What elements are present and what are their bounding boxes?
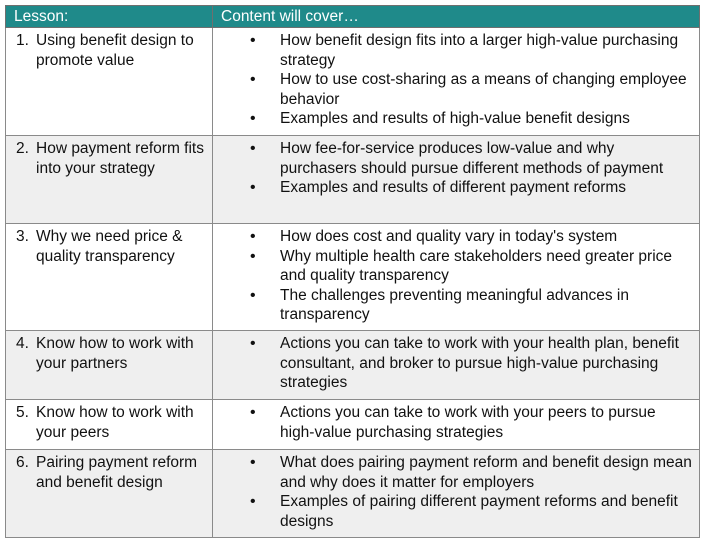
bullet-icon: • xyxy=(250,228,256,245)
bullet-icon: • xyxy=(250,404,256,421)
bullet-icon: • xyxy=(250,179,256,197)
topic-text: Why multiple health care stakeholders need greater price and quality transparency xyxy=(280,247,673,285)
topics-cell xyxy=(213,136,700,224)
lesson-number: 6. xyxy=(16,454,29,471)
bullet-icon: • xyxy=(250,286,256,304)
topic-text: How fee-for-service produces low-value and why purchasers should pursue different methods of payment xyxy=(280,140,664,177)
lesson-title: Know how to work with your partners xyxy=(36,335,194,372)
lesson-title: Why we need price & quality transparency xyxy=(36,228,183,265)
header-content: Content will cover… xyxy=(213,6,700,28)
topics-cell xyxy=(213,224,700,331)
lesson-cell xyxy=(6,331,213,400)
topic-list xyxy=(213,224,699,329)
lesson-number: 1. xyxy=(16,32,29,49)
topic-item xyxy=(213,453,693,492)
topic-item xyxy=(213,403,693,442)
lesson-cell xyxy=(6,450,213,538)
lesson-title: Pairing payment reform and benefit design xyxy=(36,454,198,491)
topic-list xyxy=(213,450,699,535)
lesson-cell xyxy=(6,400,213,450)
lesson-table xyxy=(5,5,700,538)
topic-item xyxy=(213,227,693,247)
lesson-cell xyxy=(6,28,213,136)
table-row xyxy=(6,28,700,136)
table-row xyxy=(6,331,700,400)
topic-item xyxy=(213,286,693,325)
lesson-cell xyxy=(6,136,213,224)
topic-item xyxy=(213,178,693,198)
table-row xyxy=(6,400,700,450)
bullet-icon: • xyxy=(250,32,256,49)
bullet-icon: • xyxy=(250,247,256,265)
topic-list xyxy=(213,28,699,133)
topic-item xyxy=(213,139,693,178)
topic-item xyxy=(213,492,693,531)
bullet-icon: • xyxy=(250,335,256,352)
topic-item xyxy=(213,70,693,109)
lesson-cell xyxy=(6,224,213,331)
topic-text: How does cost and quality vary in today's system xyxy=(280,228,618,245)
topic-text: What does pairing payment reform and benefit design mean and why does it matter for employers xyxy=(280,454,692,491)
topic-item xyxy=(213,247,693,286)
topics-cell xyxy=(213,450,700,538)
topic-list xyxy=(213,331,699,397)
bullet-icon: • xyxy=(250,140,256,157)
topic-text: Examples and results of high-value benefit designs xyxy=(280,110,630,128)
topic-list xyxy=(213,400,699,446)
lesson-title: Know how to work with your peers xyxy=(36,404,194,441)
table-row xyxy=(6,450,700,538)
table-row xyxy=(6,136,700,224)
topic-item xyxy=(213,31,693,70)
topic-text: How to use cost-sharing as a means of changing employee behavior xyxy=(280,71,687,108)
topic-text: Examples of pairing different payment reforms and benefit designs xyxy=(280,493,678,530)
header-row xyxy=(6,6,700,28)
table-row xyxy=(6,224,700,331)
topic-text: The challenges preventing meaningful advances in transparency xyxy=(280,286,629,324)
topic-item xyxy=(213,109,693,129)
topics-cell xyxy=(213,331,700,400)
topics-cell xyxy=(213,400,700,450)
lesson-number: 2. xyxy=(16,140,29,157)
lesson-number: 3. xyxy=(16,228,29,245)
bullet-icon: • xyxy=(250,110,256,128)
topic-list xyxy=(213,136,699,202)
topics-cell xyxy=(213,28,700,136)
topic-item xyxy=(213,334,693,393)
bullet-icon: • xyxy=(250,71,256,89)
lesson-title: How payment reform fits into your strategy xyxy=(36,140,204,177)
topic-text: Examples and results of different payment reforms xyxy=(280,179,627,197)
topic-text: Actions you can take to work with your health plan, benefit consultant, and broker to pursue high-value purchasing strategies xyxy=(280,335,679,392)
bullet-icon: • xyxy=(250,493,256,511)
lesson-number: 5. xyxy=(16,404,29,421)
header-lesson: Lesson: xyxy=(6,6,213,28)
lesson-title: Using benefit design to promote value xyxy=(36,32,194,69)
bullet-icon: • xyxy=(250,454,256,471)
topic-text: How benefit design fits into a larger high-value purchasing strategy xyxy=(280,32,679,69)
lesson-number: 4. xyxy=(16,335,29,352)
topic-text: Actions you can take to work with your peers to pursue high-value purchasing strategies xyxy=(280,404,656,441)
